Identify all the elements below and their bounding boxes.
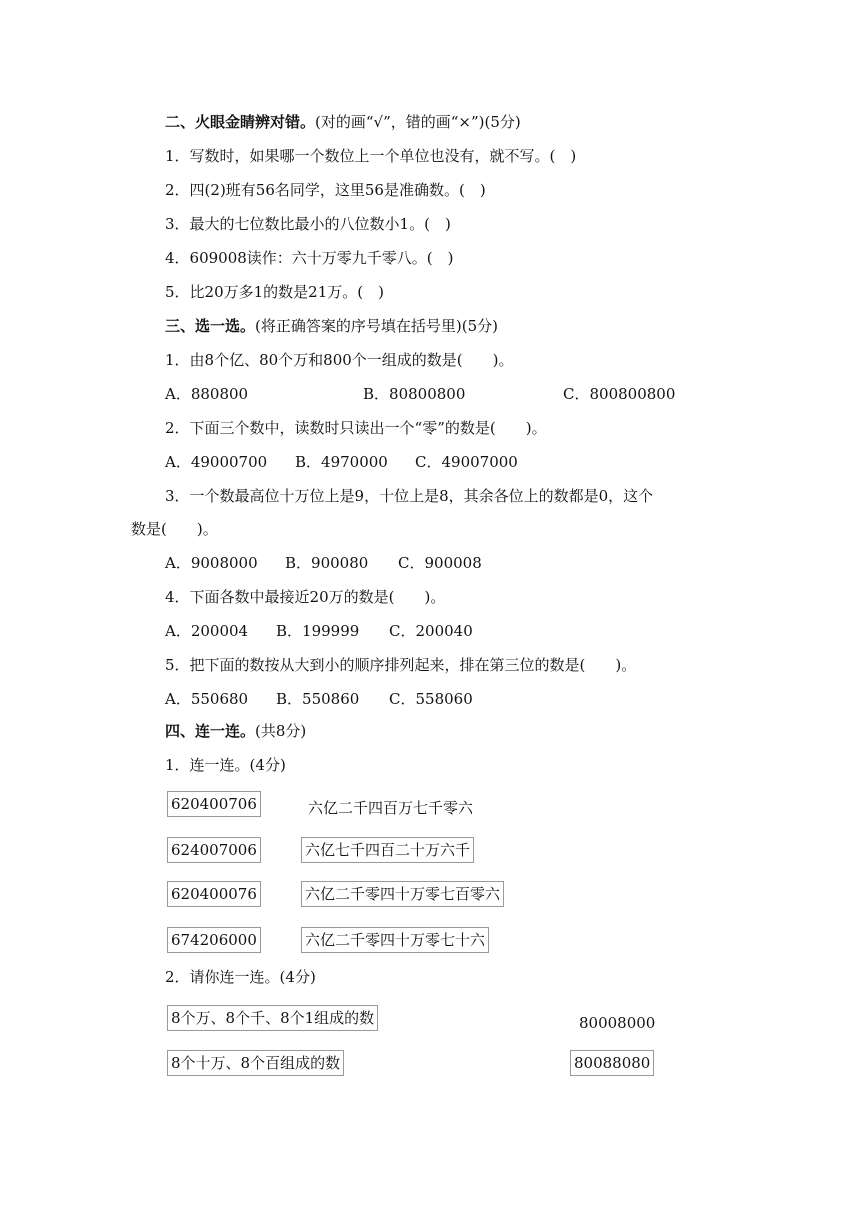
part2-left-1: 8个万、8个千、8个1组成的数 (167, 1005, 378, 1031)
section2-heading (165, 112, 521, 132)
q3-option-a: A．9008000 (165, 554, 258, 572)
section2-note: (对的画“√”，错的画“×”)(5分) (315, 113, 521, 131)
q3-option-c: C．900008 (398, 554, 482, 572)
part1-word-3: 六亿二千零四十万零七百零六 (301, 881, 504, 907)
q5-option-a: A．550680 (165, 690, 249, 708)
section3-title: 三、选一选。 (165, 317, 256, 335)
q4-option-a: A．200004 (165, 622, 249, 640)
part1-number-4: 674206000 (167, 927, 261, 953)
section2-item-1: 1．写数时，如果哪一个数位上一个单位也没有，就不写。( ) (165, 147, 577, 165)
part2-right-2: 80088080 (570, 1050, 654, 1076)
q1-option-b: B．80800800 (363, 385, 466, 403)
section3-heading (165, 316, 498, 336)
part1-number-2: 624007006 (167, 837, 261, 863)
q2-option-a: A．49000700 (165, 453, 268, 471)
part1-number-3: 620400076 (167, 881, 261, 907)
part2-right-1: 80008000 (579, 1014, 656, 1032)
q4-option-c: C．200040 (389, 622, 473, 640)
part1-number-1: 620400706 (167, 791, 261, 817)
q5-text: 5．把下面的数按从大到小的顺序排列起来，排在第三位的数是( )。 (165, 656, 637, 674)
section4-note: (共8分) (255, 722, 307, 740)
q3-text-line1: 3．一个数最高位十万位上是9，十位上是8，其余各位上的数都是0，这个 (165, 487, 654, 505)
section2-item-5: 5．比20万多1的数是21万。( ) (165, 283, 384, 301)
part1-word-2: 六亿七千四百二十万六千 (301, 837, 474, 863)
q4-text: 4．下面各数中最接近20万的数是( )。 (165, 588, 446, 606)
section3-note: (将正确答案的序号填在括号里)(5分) (255, 317, 498, 335)
part2-left-2: 8个十万、8个百组成的数 (167, 1050, 344, 1076)
q3-text-line2: 数是( )。 (131, 520, 218, 538)
q1-text: 1．由8个亿、80个万和800个一组成的数是( )。 (165, 351, 514, 369)
part1-word-1: 六亿二千四百万七千零六 (308, 799, 474, 817)
q2-option-c: C．49007000 (415, 453, 518, 471)
q1-option-a: A．880800 (165, 385, 249, 403)
q3-option-b: B．900080 (285, 554, 369, 572)
section2-item-2: 2．四(2)班有56名同学，这里56是准确数。( ) (165, 181, 486, 199)
section2-item-4: 4．609008读作：六十万零九千零八。( ) (165, 249, 454, 267)
section2-item-3: 3．最大的七位数比最小的八位数小1。( ) (165, 215, 451, 233)
section4-title: 四、连一连。 (165, 722, 256, 740)
part1-word-4: 六亿二千零四十万零七十六 (301, 927, 489, 953)
q2-option-b: B．4970000 (295, 453, 388, 471)
q2-text: 2．下面三个数中，读数时只读出一个“零”的数是( )。 (165, 419, 547, 437)
part2-label: 2．请你连一连。(4分) (165, 968, 316, 986)
section2-title: 二、火眼金睛辨对错。 (165, 113, 316, 131)
part1-label: 1．连一连。(4分) (165, 756, 286, 774)
q5-option-c: C．558060 (389, 690, 473, 708)
q5-option-b: B．550860 (276, 690, 360, 708)
section4-heading (165, 721, 306, 741)
q4-option-b: B．199999 (276, 622, 360, 640)
q1-option-c: C．800800800 (563, 385, 676, 403)
